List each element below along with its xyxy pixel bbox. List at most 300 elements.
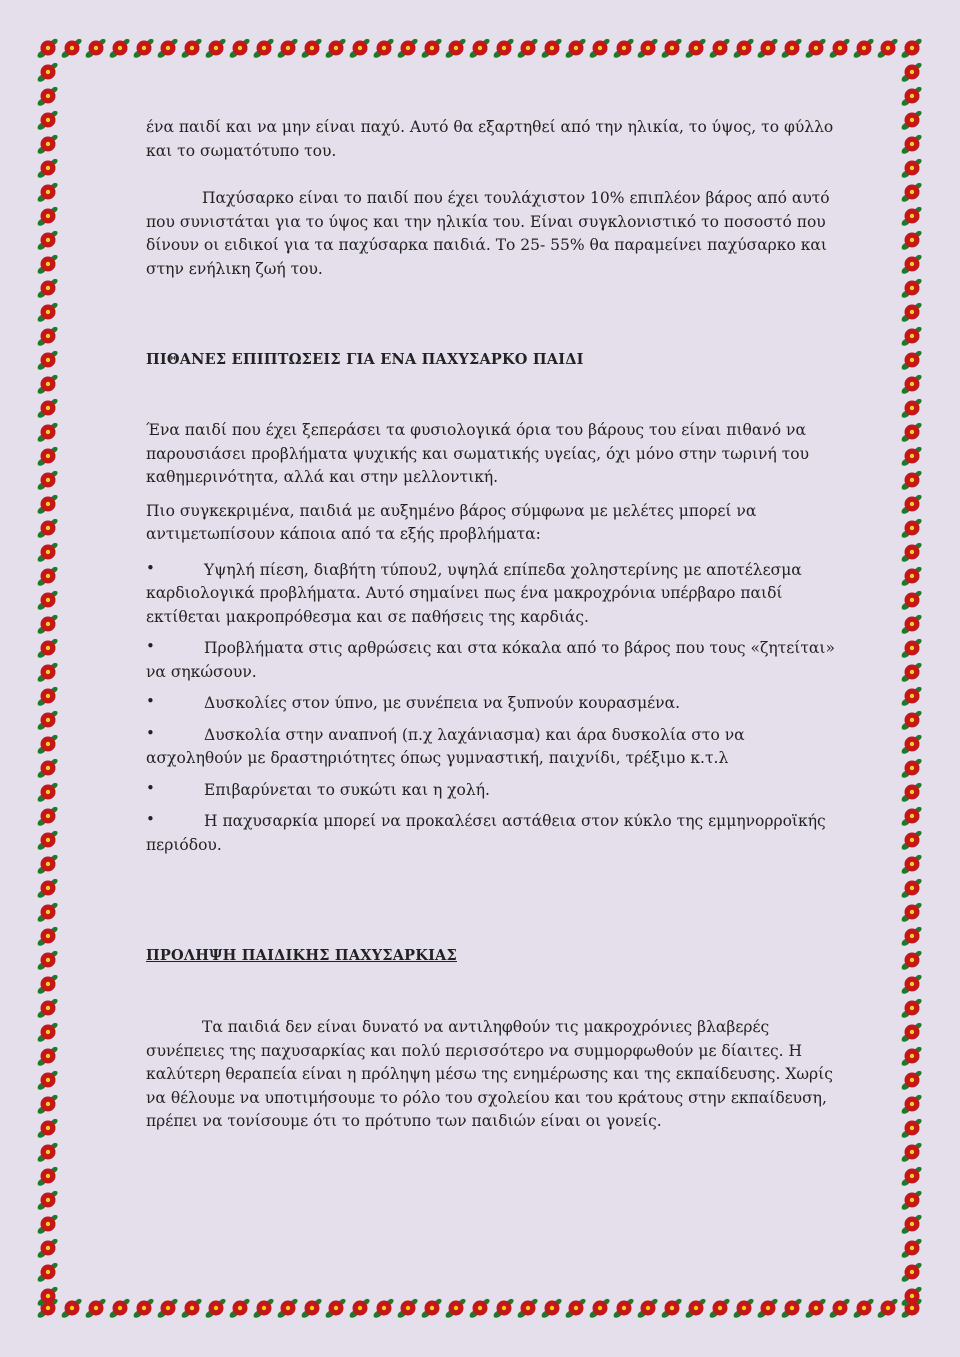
flower-icon: [36, 398, 59, 420]
flower-icon: [900, 1238, 923, 1260]
flower-center: [382, 1306, 386, 1310]
flower-center: [46, 1054, 50, 1058]
flower-icon: [444, 1298, 467, 1320]
flower-center: [910, 670, 914, 674]
flower-center: [454, 46, 458, 50]
flower-center: [718, 1306, 722, 1310]
flower-center: [910, 334, 914, 338]
flower-center: [910, 886, 914, 890]
flower-border-right: [900, 36, 924, 1320]
flower-center: [46, 814, 50, 818]
flower-icon: [900, 1286, 923, 1308]
flower-center: [46, 478, 50, 482]
flower-center: [46, 622, 50, 626]
flower-center: [910, 742, 914, 746]
flower-center: [190, 1306, 194, 1310]
flower-center: [910, 502, 914, 506]
flower-center: [46, 838, 50, 842]
flower-icon: [300, 1298, 323, 1320]
flower-icon: [900, 806, 923, 828]
flower-center: [46, 310, 50, 314]
flower-center: [910, 718, 914, 722]
flower-center: [910, 406, 914, 410]
flower-icon: [420, 1298, 443, 1320]
flower-center: [886, 1306, 890, 1310]
bullet-item: [146, 724, 836, 771]
bullet-item: [146, 559, 836, 630]
flower-icon: [900, 494, 923, 516]
flower-center: [814, 46, 818, 50]
flower-border-graphic: [900, 36, 924, 1320]
flower-center: [190, 46, 194, 50]
flower-center: [46, 118, 50, 122]
flower-icon: [372, 1298, 395, 1320]
flower-icon: [900, 734, 923, 756]
flower-icon: [36, 374, 59, 396]
flower-icon: [36, 86, 59, 108]
flower-center: [46, 166, 50, 170]
flower-center: [670, 46, 674, 50]
flower-icon: [900, 902, 923, 924]
flower-icon: [36, 1214, 59, 1236]
flower-center: [910, 982, 914, 986]
flower-center: [46, 694, 50, 698]
flower-icon: [276, 1298, 299, 1320]
flower-icon: [204, 1298, 227, 1320]
flower-icon: [900, 206, 923, 228]
flower-center: [166, 1306, 170, 1310]
flower-icon: [516, 38, 539, 60]
flower-center: [910, 622, 914, 626]
flower-center: [46, 742, 50, 746]
document-body: [146, 116, 836, 1134]
flower-icon: [900, 1118, 923, 1140]
flower-center: [910, 118, 914, 122]
flower-center: [910, 1030, 914, 1034]
flower-center: [310, 1306, 314, 1310]
flower-icon: [900, 878, 923, 900]
flower-center: [910, 358, 914, 362]
flower-icon: [444, 38, 467, 60]
bullet-item: [146, 779, 836, 803]
flower-icon: [36, 830, 59, 852]
flower-icon: [204, 38, 227, 60]
flower-center: [46, 334, 50, 338]
flower-icon: [36, 950, 59, 972]
flower-center: [46, 574, 50, 578]
flower-center: [910, 454, 914, 458]
flower-icon: [36, 1118, 59, 1140]
flower-center: [46, 1270, 50, 1274]
flower-center: [910, 1078, 914, 1082]
flower-center: [910, 646, 914, 650]
flower-center: [46, 886, 50, 890]
flower-icon: [900, 278, 923, 300]
flower-icon: [36, 110, 59, 132]
bullet-text: Δυσκολίες στον ύπνο, με συνέπεια να ξυπνούν κουρασμένα.: [204, 694, 680, 712]
flower-center: [910, 1198, 914, 1202]
flower-center: [142, 1306, 146, 1310]
flower-center: [46, 46, 50, 50]
flower-center: [910, 1054, 914, 1058]
flower-icon: [276, 38, 299, 60]
flower-icon: [900, 1022, 923, 1044]
flower-center: [910, 550, 914, 554]
flower-center: [46, 502, 50, 506]
flower-icon: [900, 182, 923, 204]
flower-center: [910, 862, 914, 866]
flower-icon: [828, 38, 851, 60]
flower-center: [46, 1102, 50, 1106]
flower-center: [430, 1306, 434, 1310]
flower-icon: [36, 854, 59, 876]
flower-icon: [708, 1298, 731, 1320]
flower-center: [46, 214, 50, 218]
flower-icon: [900, 1046, 923, 1068]
flower-icon: [36, 974, 59, 996]
flower-center: [622, 46, 626, 50]
flower-center: [910, 430, 914, 434]
flower-icon: [36, 686, 59, 708]
flower-icon: [684, 38, 707, 60]
flower-center: [526, 46, 530, 50]
flower-icon: [36, 1238, 59, 1260]
flower-icon: [492, 38, 515, 60]
flower-center: [910, 190, 914, 194]
flower-icon: [900, 614, 923, 636]
flower-center: [910, 694, 914, 698]
flower-icon: [540, 1298, 563, 1320]
flower-icon: [36, 614, 59, 636]
paragraph-definition: Παχύσαρκο είναι το παιδί που έχει τουλάχιστον 10% επιπλέον βάρος από αυτό που συνιστάται για το ύψος και την ηλικία του. Είναι συγκλονιστικό το ποσοστό που δίνουν οι ειδικοί για τα παχύσαρκα παιδιά. Το 25- 55% θα παραμείνει παχύσαρκο και στην ενήλικη ζωή του.: [146, 189, 830, 278]
flower-icon: [36, 662, 59, 684]
flower-icon: [900, 1070, 923, 1092]
flower-center: [910, 910, 914, 914]
flower-icon: [900, 110, 923, 132]
flower-center: [70, 1306, 74, 1310]
flower-center: [142, 46, 146, 50]
flower-icon: [804, 38, 827, 60]
flower-center: [46, 958, 50, 962]
flower-icon: [492, 1298, 515, 1320]
flower-icon: [900, 1166, 923, 1188]
flower-icon: [900, 782, 923, 804]
flower-center: [910, 478, 914, 482]
flower-center: [46, 1030, 50, 1034]
flower-icon: [900, 38, 923, 60]
flower-center: [46, 1150, 50, 1154]
flower-icon: [468, 1298, 491, 1320]
flower-icon: [900, 86, 923, 108]
flower-icon: [36, 878, 59, 900]
flower-icon: [708, 38, 731, 60]
flower-icon: [732, 1298, 755, 1320]
flower-center: [718, 46, 722, 50]
flower-border-top: [36, 36, 924, 60]
flower-icon: [900, 590, 923, 612]
flower-icon: [852, 38, 875, 60]
flower-icon: [372, 38, 395, 60]
flower-icon: [900, 302, 923, 324]
flower-icon: [900, 1190, 923, 1212]
flower-icon: [588, 1298, 611, 1320]
flower-icon: [36, 1286, 59, 1308]
flower-center: [46, 598, 50, 602]
flower-center: [46, 94, 50, 98]
flower-center: [310, 46, 314, 50]
flower-icon: [60, 1298, 83, 1320]
flower-center: [334, 46, 338, 50]
flower-center: [910, 70, 914, 74]
flower-icon: [396, 1298, 419, 1320]
flower-center: [262, 46, 266, 50]
flower-center: [910, 574, 914, 578]
flower-center: [646, 46, 650, 50]
flower-center: [910, 382, 914, 386]
flower-icon: [228, 1298, 251, 1320]
flower-center: [838, 46, 842, 50]
flower-icon: [732, 38, 755, 60]
section-heading-effects: ΠΙΘΑΝΕΣ ΕΠΙΠΤΩΣΕΙΣ ΓΙΑ ΕΝΑ ΠΑΧΥΣΑΡΚΟ ΠΑΙΔΙ: [146, 351, 584, 368]
flower-center: [286, 1306, 290, 1310]
flower-icon: [900, 422, 923, 444]
flower-icon: [36, 758, 59, 780]
flower-center: [910, 1174, 914, 1178]
flower-icon: [900, 254, 923, 276]
flower-icon: [36, 206, 59, 228]
flower-center: [550, 46, 554, 50]
flower-icon: [900, 542, 923, 564]
flower-center: [406, 46, 410, 50]
flower-icon: [36, 326, 59, 348]
flower-icon: [660, 38, 683, 60]
flower-center: [358, 1306, 362, 1310]
flower-center: [94, 46, 98, 50]
flower-icon: [60, 38, 83, 60]
flower-center: [46, 1246, 50, 1250]
flower-icon: [780, 38, 803, 60]
flower-icon: [36, 638, 59, 660]
flower-center: [910, 1126, 914, 1130]
flower-icon: [36, 182, 59, 204]
flower-center: [622, 1306, 626, 1310]
flower-center: [910, 166, 914, 170]
flower-icon: [420, 38, 443, 60]
flower-center: [46, 1006, 50, 1010]
flower-center: [910, 1150, 914, 1154]
section-heading-prevention: ΠΡΟΛΗΨΗ ΠΑΙΔΙΚΗΣ ΠΑΧΥΣΑΡΚΙΑΣ: [146, 947, 457, 964]
flower-icon: [900, 830, 923, 852]
flower-icon: [900, 398, 923, 420]
flower-center: [286, 46, 290, 50]
flower-icon: [36, 1166, 59, 1188]
flower-icon: [36, 902, 59, 924]
flower-center: [742, 1306, 746, 1310]
flower-center: [766, 46, 770, 50]
flower-icon: [36, 158, 59, 180]
flower-icon: [36, 542, 59, 564]
flower-center: [910, 838, 914, 842]
flower-center: [910, 46, 914, 50]
flower-icon: [900, 230, 923, 252]
flower-center: [406, 1306, 410, 1310]
flower-icon: [252, 38, 275, 60]
flower-icon: [108, 38, 131, 60]
flower-icon: [36, 782, 59, 804]
flower-icon: [36, 446, 59, 468]
paragraph-risks: Ένα παιδί που έχει ξεπεράσει τα φυσιολογικά όρια του βάρους του είναι πιθανό να παρουσιάσει προβλήματα ψυχικής και σωματικής υγείας, όχι μόνο στην τωρινή του καθημερινότητα, αλλά και στην μελλοντική.: [146, 421, 810, 486]
flower-center: [598, 1306, 602, 1310]
flower-icon: [900, 710, 923, 732]
flower-center: [46, 1126, 50, 1130]
flower-center: [814, 1306, 818, 1310]
flower-center: [910, 1270, 914, 1274]
flower-center: [46, 790, 50, 794]
flower-center: [862, 46, 866, 50]
flower-center: [910, 526, 914, 530]
flower-icon: [156, 38, 179, 60]
flower-icon: [900, 638, 923, 660]
flower-icon: [36, 1142, 59, 1164]
flower-center: [46, 982, 50, 986]
flower-center: [214, 46, 218, 50]
flower-icon: [900, 686, 923, 708]
flower-center: [478, 1306, 482, 1310]
flower-icon: [636, 1298, 659, 1320]
flower-icon: [252, 1298, 275, 1320]
flower-center: [910, 790, 914, 794]
flower-center: [502, 46, 506, 50]
flower-icon: [900, 374, 923, 396]
flower-center: [70, 46, 74, 50]
flower-center: [334, 1306, 338, 1310]
flower-center: [910, 958, 914, 962]
flower-icon: [900, 1262, 923, 1284]
flower-icon: [900, 326, 923, 348]
flower-center: [910, 1246, 914, 1250]
flower-icon: [876, 38, 899, 60]
bullet-text: Προβλήματα στις αρθρώσεις και στα κόκαλα από το βάρος που τους «ζητείται» να σηκώσουν.: [146, 639, 835, 681]
bullet-item: [146, 692, 836, 716]
flower-center: [910, 1294, 914, 1298]
flower-icon: [684, 1298, 707, 1320]
paragraph-intro: ένα παιδί και να μην είναι παχύ. Αυτό θα εξαρτηθεί από την ηλικία, το ύψος, το φύλλο και το σωματότυπο του.: [146, 118, 834, 160]
flower-icon: [396, 38, 419, 60]
flower-icon: [900, 1142, 923, 1164]
flower-center: [910, 1006, 914, 1010]
bullet-text: Η παχυσαρκία μπορεί να προκαλέσει αστάθεια στον κύκλο της εμμηνορροϊκής περιόδου.: [146, 812, 826, 854]
flower-center: [910, 238, 914, 242]
flower-border-bottom: [36, 1296, 924, 1320]
flower-border-graphic: [36, 36, 60, 1320]
flower-icon: [900, 1214, 923, 1236]
bullet-item: [146, 637, 836, 684]
flower-center: [430, 46, 434, 50]
flower-icon: [36, 278, 59, 300]
flower-icon: [36, 518, 59, 540]
flower-icon: [900, 950, 923, 972]
flower-center: [46, 262, 50, 266]
flower-center: [910, 262, 914, 266]
flower-center: [886, 46, 890, 50]
flower-center: [46, 142, 50, 146]
flower-center: [910, 1102, 914, 1106]
flower-center: [478, 46, 482, 50]
flower-center: [46, 766, 50, 770]
flower-icon: [756, 38, 779, 60]
flower-center: [910, 814, 914, 818]
flower-icon: [108, 1298, 131, 1320]
flower-icon: [348, 1298, 371, 1320]
flower-icon: [612, 1298, 635, 1320]
flower-center: [46, 1222, 50, 1226]
flower-icon: [900, 158, 923, 180]
flower-icon: [132, 1298, 155, 1320]
flower-icon: [756, 1298, 779, 1320]
flower-icon: [36, 470, 59, 492]
flower-icon: [180, 38, 203, 60]
flower-icon: [84, 1298, 107, 1320]
flower-icon: [36, 1022, 59, 1044]
flower-icon: [900, 974, 923, 996]
flower-icon: [348, 38, 371, 60]
bullet-item: [146, 810, 836, 857]
flower-center: [46, 1198, 50, 1202]
flower-center: [910, 598, 914, 602]
flower-center: [910, 1222, 914, 1226]
flower-icon: [36, 1262, 59, 1284]
flower-icon: [636, 38, 659, 60]
flower-icon: [900, 350, 923, 372]
flower-center: [46, 862, 50, 866]
flower-icon: [36, 302, 59, 324]
flower-center: [598, 46, 602, 50]
flower-icon: [300, 38, 323, 60]
flower-center: [46, 358, 50, 362]
flower-icon: [588, 38, 611, 60]
flower-icon: [36, 806, 59, 828]
flower-center: [46, 550, 50, 554]
flower-center: [238, 46, 242, 50]
flower-icon: [900, 62, 923, 84]
flower-center: [46, 382, 50, 386]
flower-icon: [36, 350, 59, 372]
paragraph-problems-intro: Πιο συγκεκριμένα, παιδιά με αυξημένο βάρος σύμφωνα με μελέτες μπορεί να αντιμετωπίσουν κάποια από τα εξής προβλήματα:: [146, 501, 757, 543]
flower-icon: [900, 566, 923, 588]
flower-center: [910, 310, 914, 314]
flower-icon: [36, 710, 59, 732]
flower-center: [46, 454, 50, 458]
flower-icon: [36, 38, 59, 60]
flower-icon: [540, 38, 563, 60]
flower-icon: [900, 1094, 923, 1116]
flower-icon: [852, 1298, 875, 1320]
flower-icon: [36, 926, 59, 948]
flower-icon: [900, 998, 923, 1020]
flower-center: [526, 1306, 530, 1310]
flower-center: [574, 1306, 578, 1310]
flower-icon: [660, 1298, 683, 1320]
flower-icon: [876, 1298, 899, 1320]
flower-center: [910, 766, 914, 770]
flower-center: [46, 70, 50, 74]
flower-icon: [36, 1190, 59, 1212]
flower-center: [766, 1306, 770, 1310]
flower-center: [46, 1174, 50, 1178]
flower-center: [46, 430, 50, 434]
flower-icon: [156, 1298, 179, 1320]
flower-icon: [36, 254, 59, 276]
